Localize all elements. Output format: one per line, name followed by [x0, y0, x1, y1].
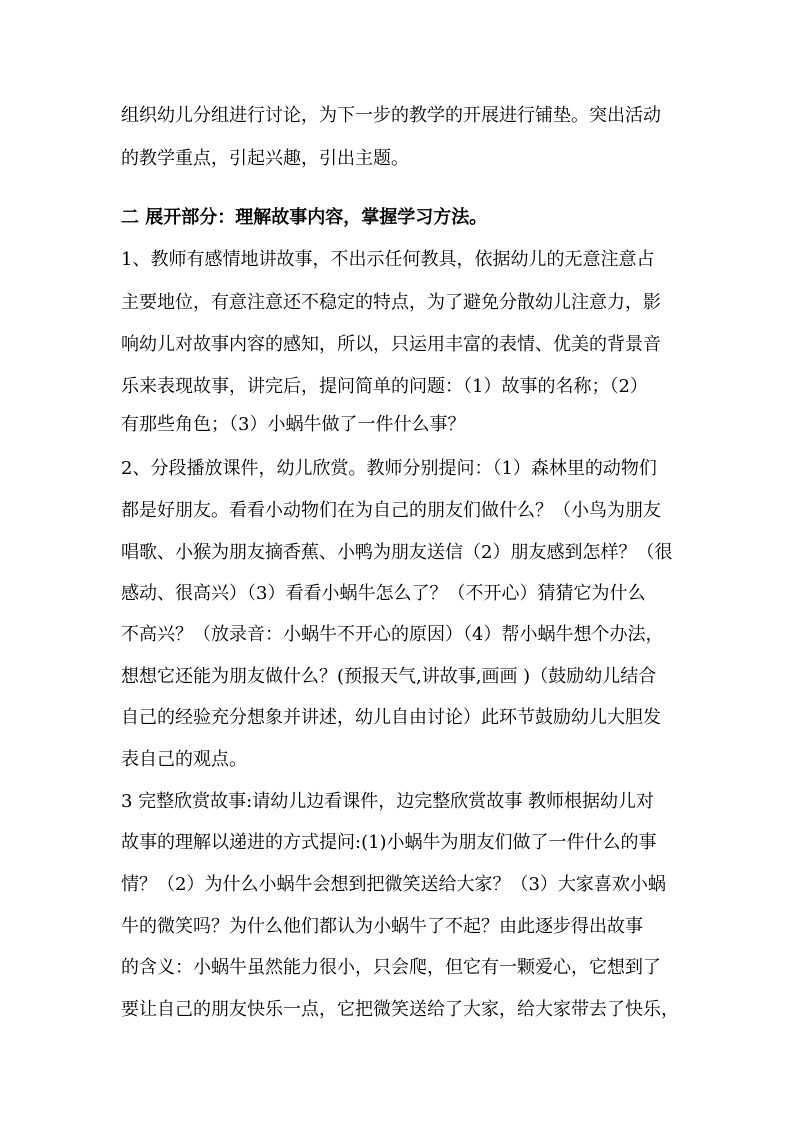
paragraph-line: 3 完整欣赏故事:请幼儿边看课件，边完整欣赏故事 教师根据幼儿对 — [121, 791, 654, 812]
paragraph-line: 2、分段播放课件，幼儿欣赏。教师分别提问：（1）森林里的动物们 — [121, 458, 657, 479]
paragraph-line: 响幼儿对故事内容的感知，所以，只运用丰富的表情、优美的背景音 — [121, 334, 661, 355]
section-heading: 二 展开部分：理解故事内容，掌握学习方法。 — [121, 207, 488, 228]
paragraph-line: 主要地位，有意注意还不稳定的特点，为了避免分散幼儿注意力，影 — [121, 292, 661, 313]
paragraph-line: 有那些角色；（3）小蜗牛做了一件什么事？ — [121, 414, 466, 435]
paragraph-line: 的含义：小蜗牛虽然能力很小，只会爬，但它有一颗爱心，它想到了 — [121, 957, 661, 978]
paragraph-line: 不高兴？（放录音：小蜗牛不开心的原因）（4）帮小蜗牛想个办法， — [121, 624, 664, 645]
paragraph-line: 要让自己的朋友快乐一点，它把微笑送给了大家，给大家带去了快乐， — [121, 999, 679, 1020]
paragraph-line: 表自己的观点。 — [121, 749, 247, 770]
paragraph-line: 1、教师有感情地讲故事，不出示任何教具，依据幼儿的无意注意占 — [121, 249, 655, 270]
paragraph-line: 感动、很高兴）（3）看看小蜗牛怎么了？（不开心）猜猜它为什么 — [121, 583, 646, 604]
paragraph-line: 牛的微笑吗？为什么他们都认为小蜗牛了不起？由此逐步得出故事 — [121, 916, 643, 937]
paragraph-line: 都是好朋友。看看小动物们在为自己的朋友们做什么？（小鸟为朋友 — [121, 500, 661, 521]
paragraph-line: 的教学重点，引起兴趣，引出主题。 — [121, 148, 409, 169]
paragraph-line: 情？（2）为什么小蜗牛会想到把微笑送给大家？（3）大家喜欢小蜗 — [121, 874, 666, 895]
paragraph-line: 唱歌、小猴为朋友摘香蕉、小鸭为朋友送信（2）朋友感到怎样？（很 — [121, 542, 673, 563]
paragraph-line: 想想它还能为朋友做什么？(预报天气,讲故事,画画 )（鼓励幼儿结合 — [121, 666, 657, 687]
paragraph-line: 自己的经验充分想象并讲述，幼儿自由讨论）此环节鼓励幼儿大胆发 — [121, 707, 661, 728]
paragraph-line: 乐来表现故事，讲完后，提问简单的问题：（1）故事的名称；（2） — [121, 376, 648, 397]
paragraph-line: 故事的理解以递进的方式提问:(1)小蜗牛为朋友们做了一件什么的事 — [121, 832, 657, 853]
paragraph-line: 组织幼儿分组进行讨论，为下一步的教学的开展进行铺垫。突出活动 — [121, 105, 661, 126]
